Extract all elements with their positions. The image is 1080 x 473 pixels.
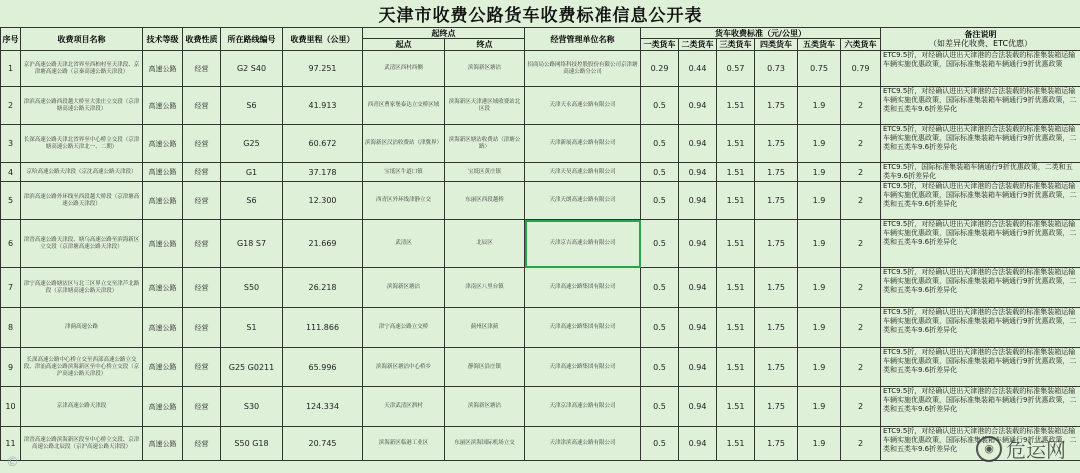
cell-class2[interactable]: 0.44 xyxy=(679,51,717,87)
cell-mileage[interactable]: 37.178 xyxy=(283,163,363,182)
cell-mileage[interactable]: 12.300 xyxy=(283,182,363,220)
wechat-circle-icon: ◉ xyxy=(976,436,1002,462)
cell-class5[interactable]: 1.9 xyxy=(798,182,841,220)
cell-nature[interactable]: 经营 xyxy=(183,308,221,348)
cell-class4[interactable]: 1.75 xyxy=(755,125,798,163)
cell-end[interactable]: 滨海新区塘沽 xyxy=(445,387,525,427)
cell-class2[interactable]: 0.94 xyxy=(679,163,717,182)
cell-class6[interactable]: 2 xyxy=(841,308,881,348)
cell-class2[interactable]: 0.94 xyxy=(679,427,717,461)
cell-mileage[interactable]: 111.866 xyxy=(283,308,363,348)
cell-grade[interactable]: 高速公路 xyxy=(143,182,183,220)
cell-class2[interactable]: 0.94 xyxy=(679,348,717,387)
cell-project[interactable]: 津滨高速公路外环线至西段越大桥段（京津塘高速公路天津段） xyxy=(21,182,143,220)
cell-route[interactable]: G1 xyxy=(221,163,283,182)
header-fees: 货车收费标准（元/公里） xyxy=(641,28,881,39)
cell-start[interactable]: 武清区西村西侧 xyxy=(363,51,445,87)
cell-class3[interactable]: 1.51 xyxy=(717,427,755,461)
table-row[interactable] xyxy=(1,125,1080,163)
cell-class1[interactable]: 0.29 xyxy=(641,51,679,87)
cell-remark[interactable]: ETC9.5折，对经确认进出天津港的合法装载的标准集装箱运输车辆实施优惠政策，国际标准集装箱车辆通行9折优惠政策，二类和五类车9.6折差异化 xyxy=(881,268,1080,308)
cell-class2[interactable]: 0.94 xyxy=(679,87,717,125)
cell-nature[interactable]: 经营 xyxy=(183,268,221,308)
cell-project[interactable]: 津宁高速公路塘沽区与北三区界立交至津芦北路段（京津塘高速公路天津段） xyxy=(21,268,143,308)
cell-class6[interactable]: 2 xyxy=(841,182,881,220)
cell-nature[interactable]: 经营 xyxy=(183,125,221,163)
header-end: 终点 xyxy=(445,39,525,51)
cell-start[interactable]: 西青区外环线津静立交 xyxy=(363,182,445,220)
cell-class6[interactable]: 2 xyxy=(841,87,881,125)
cell-seq[interactable]: 6 xyxy=(1,220,21,268)
cell-grade[interactable]: 高速公路 xyxy=(143,51,183,87)
cell-project[interactable]: 京沪高速公路天津北省界至西柏村至天津段、京津塘高速公路（京秦高速公路天津段） xyxy=(21,51,143,87)
header-class2: 二类货车 xyxy=(679,39,717,51)
table-row[interactable] xyxy=(1,51,1080,87)
cell-class4[interactable]: 1.75 xyxy=(755,427,798,461)
cell-class6[interactable]: 2 xyxy=(841,220,881,268)
table-row[interactable] xyxy=(1,387,1080,427)
cell-grade[interactable]: 高速公路 xyxy=(143,387,183,427)
cell-class1[interactable]: 0.5 xyxy=(641,87,679,125)
table-row[interactable] xyxy=(1,182,1080,220)
cell-route[interactable]: S6 xyxy=(221,182,283,220)
cell-end[interactable]: 东丽区滨海国际机场立交 xyxy=(445,427,525,461)
cell-project[interactable]: 津晋高速公路天津段、塘乌高速公路至滨海新区立交段（京津塘高速公路天津段） xyxy=(21,220,143,268)
cell-seq[interactable]: 11 xyxy=(1,427,21,461)
cell-class3[interactable]: 1.51 xyxy=(717,182,755,220)
cell-start[interactable]: 西青区曹家堡泰达立交桥区域 xyxy=(363,87,445,125)
header-seq: 序号 xyxy=(1,28,21,51)
header-mileage: 收费里程（公里） xyxy=(283,28,363,51)
cell-class4[interactable]: 0.73 xyxy=(755,51,798,87)
cell-class4[interactable]: 1.75 xyxy=(755,163,798,182)
cell-nature[interactable]: 经营 xyxy=(183,51,221,87)
cell-remark[interactable]: ETC9.5折，对经确认进出天津港的合法装载的标准集装箱运输车辆实施优惠政策，国际标准集装箱车辆通行9折优惠政策，二类和五类车9.6折差异化 xyxy=(881,182,1080,220)
cell-project[interactable]: 长深高速公路天津北省界至中心桥立交段（京津塘高速公路天津北一、二期） xyxy=(21,125,143,163)
cell-operator[interactable]: 招商局公路网络科技控股股份有限公司京津塘高速公路分公司 xyxy=(525,51,641,87)
cell-class3[interactable]: 0.57 xyxy=(717,51,755,87)
table-row[interactable] xyxy=(1,308,1080,348)
cell-mileage[interactable]: 65.996 xyxy=(283,348,363,387)
cell-nature[interactable]: 经营 xyxy=(183,87,221,125)
cell-class4[interactable]: 1.75 xyxy=(755,348,798,387)
cell-end[interactable]: 静海区沿庄镇 xyxy=(445,348,525,387)
cell-remark[interactable]: ETC9.5折，对经确认进出天津港的合法装载的标准集装箱运输车辆实施优惠政策，国际标准集装箱车辆通行9折优惠政策，二类和五类车9.6折差异化 xyxy=(881,125,1080,163)
cell-mileage[interactable]: 41.913 xyxy=(283,87,363,125)
header-class4: 四类货车 xyxy=(755,39,798,51)
cell-end[interactable]: 东丽区西段越桥 xyxy=(445,182,525,220)
cell-class4[interactable]: 1.75 xyxy=(755,308,798,348)
table-body xyxy=(1,51,1080,461)
cell-class1[interactable]: 0.5 xyxy=(641,125,679,163)
cell-grade[interactable]: 高速公路 xyxy=(143,268,183,308)
cell-project[interactable]: 津蓟高速公路 xyxy=(21,308,143,348)
cell-class5[interactable]: 1.9 xyxy=(798,308,841,348)
cell-class5[interactable]: 0.75 xyxy=(798,51,841,87)
table-row[interactable] xyxy=(1,87,1080,125)
cell-class2[interactable]: 0.94 xyxy=(679,220,717,268)
cell-route[interactable]: S30 xyxy=(221,387,283,427)
table-row[interactable] xyxy=(1,348,1080,387)
header-remark-sub: （如差异化收费、ETC优惠） xyxy=(928,39,1033,48)
cell-remark[interactable]: ETC9.5折，对经确认进出天津港的合法装载的标准集装箱运输车辆实施优惠政策，国际标准集装箱车辆通行9折优惠政策 xyxy=(881,51,1080,87)
cell-route[interactable]: S50 G18 xyxy=(221,427,283,461)
cell-class1[interactable]: 0.5 xyxy=(641,268,679,308)
cell-grade[interactable]: 高速公路 xyxy=(143,220,183,268)
header-grade: 技术等级 xyxy=(143,28,183,51)
cell-end[interactable]: 滨海新区塘沽 xyxy=(445,51,525,87)
cell-mileage[interactable]: 20.745 xyxy=(283,427,363,461)
cell-class3[interactable]: 1.51 xyxy=(717,220,755,268)
cell-remark[interactable]: ETC9.5折，对经确认进出天津港的合法装载的标准集装箱运输车辆实施优惠政策，国际标准集装箱车辆通行9折优惠政策，二类和五类车9.6折差异化 xyxy=(881,348,1080,387)
cell-operator[interactable]: 天津天永高速公路有限公司 xyxy=(525,87,641,125)
cell-mileage[interactable]: 21.669 xyxy=(283,220,363,268)
cell-class6[interactable]: 2 xyxy=(841,125,881,163)
cell-class5[interactable]: 1.9 xyxy=(798,427,841,461)
cell-nature[interactable]: 经营 xyxy=(183,182,221,220)
cell-class5[interactable]: 1.9 xyxy=(798,125,841,163)
cell-class2[interactable]: 0.94 xyxy=(679,308,717,348)
cell-project[interactable]: 长深高速公路中心桥立交至西部高速公路立交段、津汕高速公路滨海新区至中心桥立交段（京沪高速公路天津段） xyxy=(21,348,143,387)
cell-class2[interactable]: 0.94 xyxy=(679,125,717,163)
table-row[interactable] xyxy=(1,220,1080,268)
cell-operator[interactable]: 天津天朗高速公路有限公司 xyxy=(525,182,641,220)
cell-start[interactable]: 宝坻区牛道口镇 xyxy=(363,163,445,182)
cell-class6[interactable]: 2 xyxy=(841,387,881,427)
cell-mileage[interactable]: 26.218 xyxy=(283,268,363,308)
cell-route[interactable]: G25 G0211 xyxy=(221,348,283,387)
cell-remark[interactable]: ETC9.5折，对经确认进出天津港的合法装载的标准集装箱运输车辆实施优惠政策，国际标准集装箱车辆通行9折优惠政策，二类和五类车9.6折差异化 xyxy=(881,220,1080,268)
header-nature: 收费性质 xyxy=(183,28,221,51)
cell-end[interactable]: 津南区八里台镇 xyxy=(445,268,525,308)
header-operator: 经营管理单位名称 xyxy=(525,28,641,51)
cell-start[interactable]: 滨海新区临港工业区 xyxy=(363,427,445,461)
cell-mileage[interactable]: 97.251 xyxy=(283,51,363,87)
watermark-left: © xyxy=(6,455,19,470)
cell-seq[interactable]: 9 xyxy=(1,348,21,387)
cell-end[interactable]: 宝坻区黄庄镇 xyxy=(445,163,525,182)
cell-nature[interactable]: 经营 xyxy=(183,220,221,268)
cell-remark[interactable]: ETC9.5折，对经确认进出天津港的合法装载的标准集装箱运输车辆实施优惠政策，国际标准集装箱车辆通行9折优惠政策，二类和五类车9.6折差异化 xyxy=(881,308,1080,348)
cell-route[interactable]: G25 xyxy=(221,125,283,163)
cell-project[interactable]: 京津高速公路天津段 xyxy=(21,387,143,427)
cell-nature[interactable]: 经营 xyxy=(183,387,221,427)
cell-seq[interactable]: 4 xyxy=(1,163,21,182)
cell-route[interactable]: S1 xyxy=(221,308,283,348)
cell-class3[interactable]: 1.51 xyxy=(717,268,755,308)
cell-remark[interactable]: ETC9.5折，对经确认进出天津港的合法装载的标准集装箱运输车辆实施优惠政策，国际标准集装箱车辆通行9折优惠政策，二类和五类车9.6折差异化 xyxy=(881,387,1080,427)
cell-class1[interactable]: 0.5 xyxy=(641,182,679,220)
cell-class5[interactable]: 1.9 xyxy=(798,220,841,268)
cell-class2[interactable]: 0.94 xyxy=(679,182,717,220)
cell-nature[interactable]: 经营 xyxy=(183,427,221,461)
cell-mileage[interactable]: 60.672 xyxy=(283,125,363,163)
cell-grade[interactable]: 高速公路 xyxy=(143,348,183,387)
cell-start[interactable]: 滨海新区汉沽收费站（津冀界） xyxy=(363,125,445,163)
cell-operator[interactable]: 天津高速公路集团有限公司 xyxy=(525,308,641,348)
cell-route[interactable]: S50 xyxy=(221,268,283,308)
cell-class5[interactable]: 1.9 xyxy=(798,387,841,427)
table-row[interactable] xyxy=(1,163,1080,182)
cell-operator[interactable]: 天津津滨高速公路有限公司 xyxy=(525,427,641,461)
cell-start[interactable]: 滨海新区塘沽中心桥乡 xyxy=(363,348,445,387)
cell-seq[interactable]: 8 xyxy=(1,308,21,348)
cell-seq[interactable]: 3 xyxy=(1,125,21,163)
cell-remark[interactable]: ETC9.5折，对经确认进出天津港的合法装载的标准集装箱运输车辆实施优惠政策，国际标准集装箱车辆通行9折优惠政策，二类和五类车9.6折差异化 xyxy=(881,427,1080,461)
header-endpoints: 起终点 xyxy=(363,28,525,39)
cell-class3[interactable]: 1.51 xyxy=(717,125,755,163)
cell-route[interactable]: G18 S7 xyxy=(221,220,283,268)
cell-class4[interactable]: 1.75 xyxy=(755,87,798,125)
cell-grade[interactable]: 高速公路 xyxy=(143,427,183,461)
cell-class1[interactable]: 0.5 xyxy=(641,163,679,182)
cell-class4[interactable]: 1.75 xyxy=(755,268,798,308)
cell-end[interactable]: 北辰区 xyxy=(445,220,525,268)
cell-nature[interactable]: 经营 xyxy=(183,348,221,387)
cell-grade[interactable]: 高速公路 xyxy=(143,308,183,348)
cell-end[interactable]: 滨海新区塘沽收费站（津塘公路） xyxy=(445,125,525,163)
cell-class6[interactable]: 2 xyxy=(841,348,881,387)
header-start: 起点 xyxy=(363,39,445,51)
cell-class3[interactable]: 1.51 xyxy=(717,87,755,125)
cell-seq[interactable]: 5 xyxy=(1,182,21,220)
cell-end[interactable]: 滨海新区天津港区域收费站北区段 xyxy=(445,87,525,125)
cell-project[interactable]: 京哈高速公路天津段（京沈高速公路天津段） xyxy=(21,163,143,182)
cell-grade[interactable]: 高速公路 xyxy=(143,87,183,125)
cell-operator[interactable]: 天津京吉高速公路有限公司 xyxy=(525,220,641,268)
cell-nature[interactable]: 经营 xyxy=(183,163,221,182)
cell-grade[interactable]: 高速公路 xyxy=(143,125,183,163)
header-class1: 一类货车 xyxy=(641,39,679,51)
cell-operator[interactable]: 天津天昊高速公路有限公司 xyxy=(525,163,641,182)
cell-start[interactable]: 武清区 xyxy=(363,220,445,268)
cell-operator[interactable]: 天津京津高速公路有限公司 xyxy=(525,387,641,427)
cell-grade[interactable]: 高速公路 xyxy=(143,163,183,182)
header-project: 收费项目名称 xyxy=(21,28,143,51)
cell-class1[interactable]: 0.5 xyxy=(641,427,679,461)
cell-class5[interactable]: 1.9 xyxy=(798,163,841,182)
cell-project[interactable]: 津滨高速公路西段越大桥至大张庄立交段（京津塘高速公路天津段） xyxy=(21,87,143,125)
cell-class6[interactable]: 2 xyxy=(841,268,881,308)
cell-class5[interactable]: 1.9 xyxy=(798,268,841,308)
cell-route[interactable]: G2 S40 xyxy=(221,51,283,87)
cell-class1[interactable]: 0.5 xyxy=(641,348,679,387)
cell-operator[interactable]: 天津高速公路集团有限公司 xyxy=(525,348,641,387)
cell-mileage[interactable]: 124.334 xyxy=(283,387,363,427)
cell-route[interactable]: S6 xyxy=(221,87,283,125)
page-title: 天津市收费公路货车收费标准信息公开表 xyxy=(1,0,1080,28)
cell-class2[interactable]: 0.94 xyxy=(679,387,717,427)
cell-seq[interactable]: 2 xyxy=(1,87,21,125)
cell-class3[interactable]: 1.51 xyxy=(717,387,755,427)
cell-class2[interactable]: 0.94 xyxy=(679,268,717,308)
cell-class4[interactable]: 1.75 xyxy=(755,220,798,268)
cell-class3[interactable]: 1.51 xyxy=(717,163,755,182)
cell-start[interactable]: 津宁高速公路立交桥 xyxy=(363,308,445,348)
header-class3: 三类货车 xyxy=(717,39,755,51)
cell-seq[interactable]: 7 xyxy=(1,268,21,308)
cell-class4[interactable]: 1.75 xyxy=(755,182,798,220)
cell-class5[interactable]: 1.9 xyxy=(798,348,841,387)
cell-project[interactable]: 津晋高速公路滨海新区段至中心桥立交段、京津高速公路北辰段（京沪高速公路天津段） xyxy=(21,427,143,461)
cell-class4[interactable]: 1.75 xyxy=(755,387,798,427)
cell-remark[interactable]: ETC9.5折，国际标准集装箱车辆通行9折优惠政策，二类和五类车9.6折差异化 xyxy=(881,163,1080,182)
cell-operator[interactable]: 天津新展高速公路有限公司 xyxy=(525,125,641,163)
cell-class6[interactable]: 0.79 xyxy=(841,51,881,87)
cell-remark[interactable]: ETC9.5折，对经确认进出天津港的合法装载的标准集装箱运输车辆实施优惠政策，国际标准集装箱车辆通行9折优惠政策，二类和五类车9.6折差异化 xyxy=(881,87,1080,125)
table-row[interactable] xyxy=(1,268,1080,308)
table-row[interactable] xyxy=(1,427,1080,461)
cell-class1[interactable]: 0.5 xyxy=(641,387,679,427)
cell-class1[interactable]: 0.5 xyxy=(641,308,679,348)
cell-end[interactable]: 蓟州区津蓟 xyxy=(445,308,525,348)
cell-seq[interactable]: 10 xyxy=(1,387,21,427)
header-remark xyxy=(881,28,1080,51)
cell-start[interactable]: 滨海新区塘沽 xyxy=(363,268,445,308)
cell-class3[interactable]: 1.51 xyxy=(717,348,755,387)
cell-class3[interactable]: 1.51 xyxy=(717,308,755,348)
cell-class5[interactable]: 1.9 xyxy=(798,87,841,125)
header-route: 所在路线编号 xyxy=(221,28,283,51)
cell-seq[interactable]: 1 xyxy=(1,51,21,87)
cell-start[interactable]: 天津武清区泗村 xyxy=(363,387,445,427)
header-class6: 六类货车 xyxy=(841,39,881,51)
header-remark-label: 备注说明 xyxy=(964,30,997,39)
cell-operator[interactable]: 天津高速公路集团有限公司 xyxy=(525,268,641,308)
cell-class1[interactable]: 0.5 xyxy=(641,220,679,268)
header-class5: 五类货车 xyxy=(798,39,841,51)
cell-class6[interactable]: 2 xyxy=(841,427,881,461)
watermark xyxy=(976,434,1066,463)
watermark-text: 危运网 xyxy=(1006,438,1066,462)
cell-class6[interactable]: 2 xyxy=(841,163,881,182)
